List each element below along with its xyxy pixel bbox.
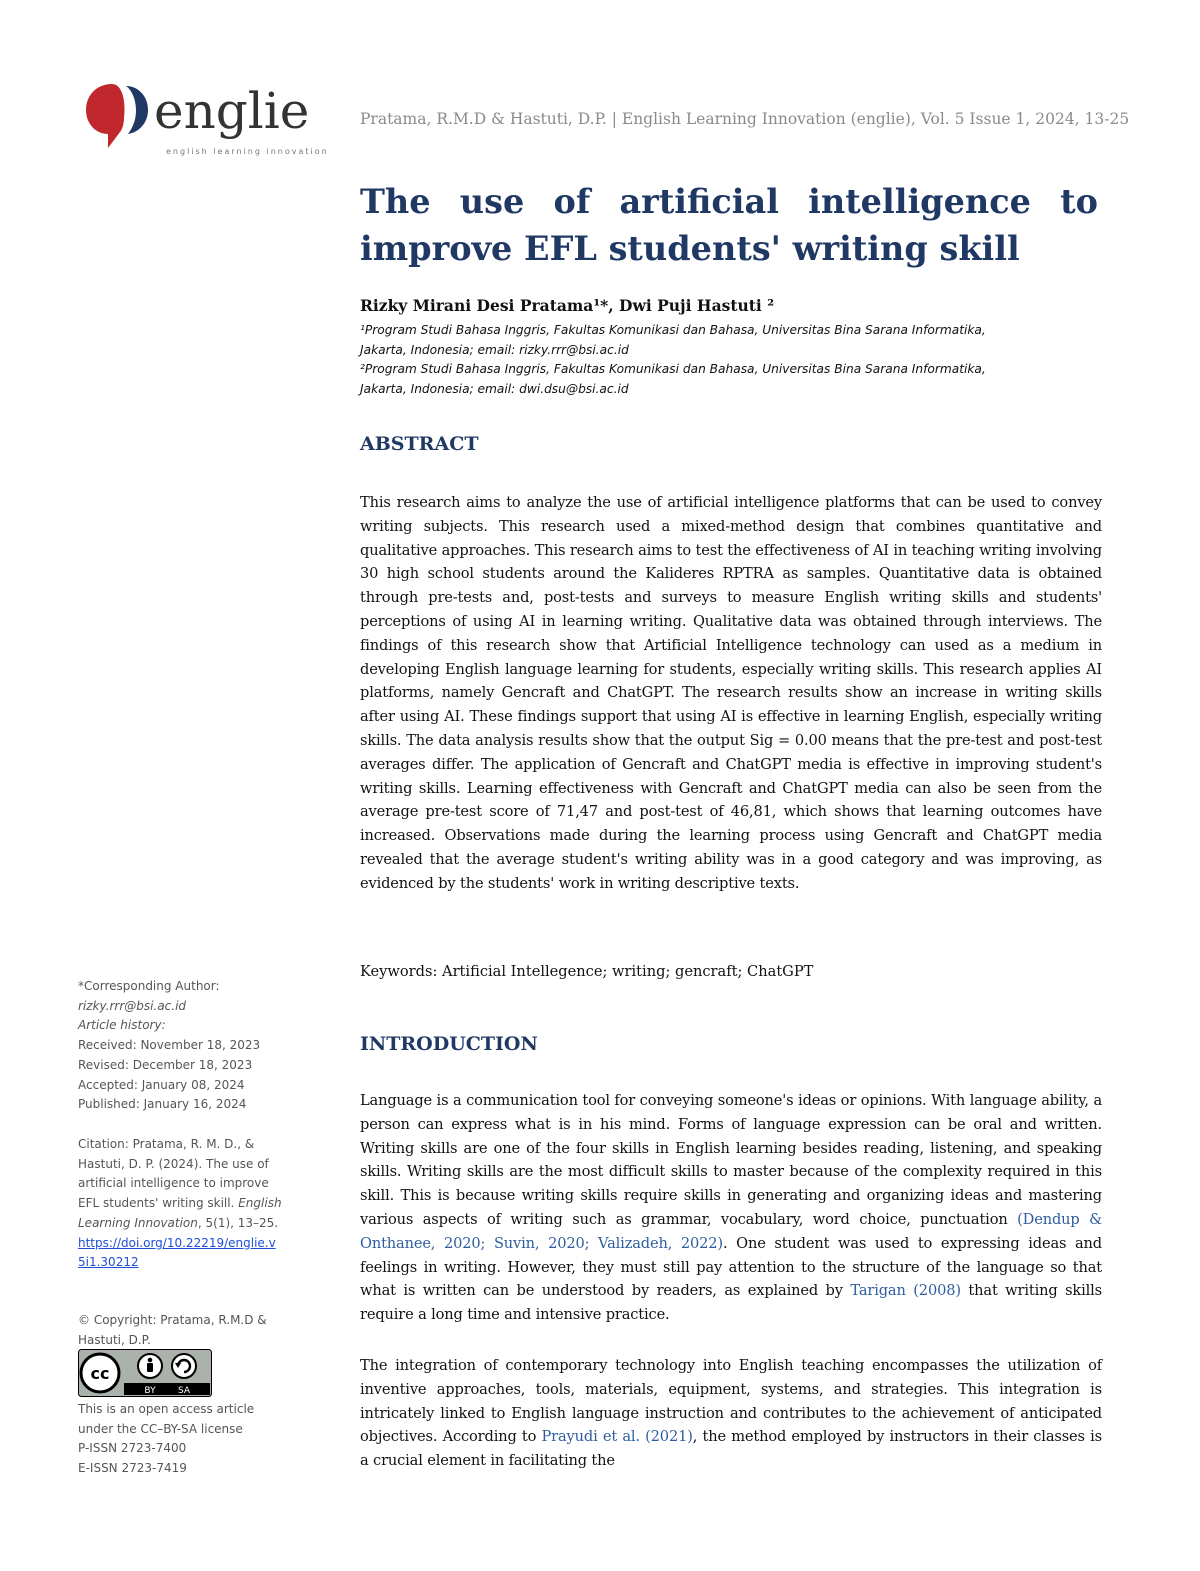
- abstract-heading: ABSTRACT: [360, 433, 479, 455]
- introduction-paragraph-2: [360, 1354, 1102, 1473]
- license-info: [78, 1400, 283, 1479]
- print-issn: P-ISSN 2723-7400: [78, 1441, 187, 1456]
- article-info-sidebar: [78, 977, 283, 1115]
- published-date: Published: January 16, 2024: [78, 1097, 247, 1112]
- electronic-issn: E-ISSN 2723-7419: [78, 1461, 187, 1476]
- paragraph-text: The integration of contemporary technology into English teaching encompasses the utilization of inventive approaches, tools, materials, equipment, systems, and strategies. This integration is intricately linked to English language instruction and contributes to the achievement of anticipated objectives. According to: [360, 1357, 1102, 1446]
- introduction-paragraph-1: [360, 1089, 1102, 1327]
- affiliation-line: ¹Program Studi Bahasa Inggris, Fakultas Komunikasi dan Bahasa, Universitas Bina Sarana Informatika,: [360, 323, 986, 337]
- introduction-heading: INTRODUCTION: [360, 1033, 538, 1055]
- cc-by-sa-license-badge[interactable]: [78, 1349, 212, 1397]
- logo-wordmark: englie: [154, 82, 310, 140]
- accepted-date: Accepted: January 08, 2024: [78, 1077, 245, 1092]
- corresponding-author-email[interactable]: rizky.rrr@bsi.ac.id: [78, 998, 187, 1013]
- paragraph-text: . One student was used to expressing ideas and feelings in writing. However, they must still pay attention to the structure of the language so that what is written can be understood by readers, as explained by: [360, 1234, 1102, 1300]
- journal-logo: [82, 72, 332, 162]
- abstract-body: This research aims to analyze the use of artificial intelligence platforms that can be used to convey writing subjects. This research used a mixed-method design that combines quantitative and qualitative approaches. This research aims to test the effectiveness of AI in teaching writing involving 30 high school students around the Kalideres RPTRA as samples. Quantitative data is obtained through pre-tests and, post-tests and surveys to measure English writing skills and students' perceptions of using AI in learning writing. Qualitative data was obtained through interviews. The findings of this research show that Artificial Intelligence technology can used as a medium in developing English language learning for students, especially writing skills. This research applies AI platforms, namely Gencraft and ChatGPT. The research results show an increase in writing skills after using AI. These findings support that using AI is effective in learning English, especially writing skills. The data analysis results show that the output Sig = 0.00 means that the pre-test and post-test averages differ. The application of Gencraft and ChatGPT media is effective in improving student's writing skills. Learning effectiveness with Gencraft and ChatGPT media can also be seen from the average pre-test score of 71,47 and post-test of 46,81, which shows that learning outcomes have increased. Observations made during the learning process using Gencraft and ChatGPT media revealed that the average student's writing ability was in a good category and was improving, as evidenced by the students' work in writing descriptive texts.: [360, 494, 1102, 892]
- paper-title-line: The use of artificial intelligence to: [360, 182, 1098, 221]
- svg-text:cc: cc: [90, 1364, 110, 1383]
- logo-speech-bubble-icon: [86, 84, 148, 148]
- citation-link[interactable]: Prayudi et al. (2021): [541, 1428, 693, 1446]
- attribution-icon: [138, 1354, 162, 1378]
- citation-journal: English Learning Innovation: [78, 1196, 282, 1230]
- corresponding-author-label: *Corresponding Author:: [78, 979, 220, 993]
- citation-block: [78, 1135, 283, 1273]
- license-by-label: BY: [144, 1386, 156, 1396]
- article-history-label: Article history:: [78, 1018, 166, 1033]
- license-sa-label: SA: [177, 1386, 191, 1396]
- affiliation-line: Jakarta, Indonesia; email: dwi.dsu@bsi.ac.id: [360, 381, 629, 396]
- citation-text: , 5(1), 13–25.: [197, 1215, 279, 1230]
- received-date: Received: November 18, 2023: [78, 1038, 261, 1053]
- revised-date: Revised: December 18, 2023: [78, 1057, 253, 1072]
- paragraph-text: , the method employed by instructors in their classes is a crucial element in facilitating the: [360, 1428, 1102, 1470]
- paper-title-line: improve EFL students' writing skill: [360, 229, 1020, 268]
- citation-link[interactable]: Tarigan (2008): [850, 1282, 961, 1300]
- paragraph-text: that writing skills require a long time and intensive practice.: [360, 1282, 1102, 1324]
- affiliation-line: Jakarta, Indonesia; email: rizky.rrr@bsi.ac.id: [360, 342, 629, 357]
- paragraph-text: Language is a communication tool for conveying someone's ideas or opinions. With language ability, a person can express what is in his mind. Forms of language expression can be oral and written. Writing skills are one of the four skills in English learning besides reading, listening, and speaking skills. Writing skills are the most difficult skills to master because of the complexity required in this skill. This is because writing skills require skills in generating and organizing ideas and mastering various aspects of writing such as grammar, vocabulary, word choice, punctuation: [360, 1092, 1102, 1228]
- logo-tagline: english learning innovation: [166, 147, 329, 156]
- running-head: Pratama, R.M.D & Hastuti, D.P. | English Learning Innovation (englie), Vol. 5 Issue 1, 2024, 13-25: [360, 110, 1130, 128]
- citation-link[interactable]: (Dendup & Onthanee, 2020; Suvin, 2020; Valizadeh, 2022): [360, 1210, 1102, 1252]
- paper-title: [360, 178, 1098, 272]
- copyright-notice: © Copyright: Pratama, R.M.D & Hastuti, D.P.: [78, 1313, 267, 1347]
- affiliation-line: ²Program Studi Bahasa Inggris, Fakultas Komunikasi dan Bahasa, Universitas Bina Sarana Informatika,: [360, 362, 986, 376]
- keywords: Keywords: Artificial Intellegence; writing; gencraft; ChatGPT: [360, 963, 814, 980]
- affiliation-1: [360, 321, 1100, 360]
- author-list: Rizky Mirani Desi Pratama¹*, Dwi Puji Hastuti ²: [360, 296, 774, 315]
- cc-icon: [81, 1354, 119, 1392]
- doi-link[interactable]: https://doi.org/10.22219/englie.v5i1.30212: [78, 1235, 276, 1270]
- citation-text: Citation: Pratama, R. M. D., & Hastuti, D. P. (2024). The use of artificial intelligence to improve EFL students' writing skill.: [78, 1137, 269, 1211]
- open-access-notice: This is an open access article under the CC–BY-SA license: [78, 1402, 255, 1436]
- affiliation-2: [360, 360, 1100, 399]
- share-alike-icon: [172, 1354, 196, 1378]
